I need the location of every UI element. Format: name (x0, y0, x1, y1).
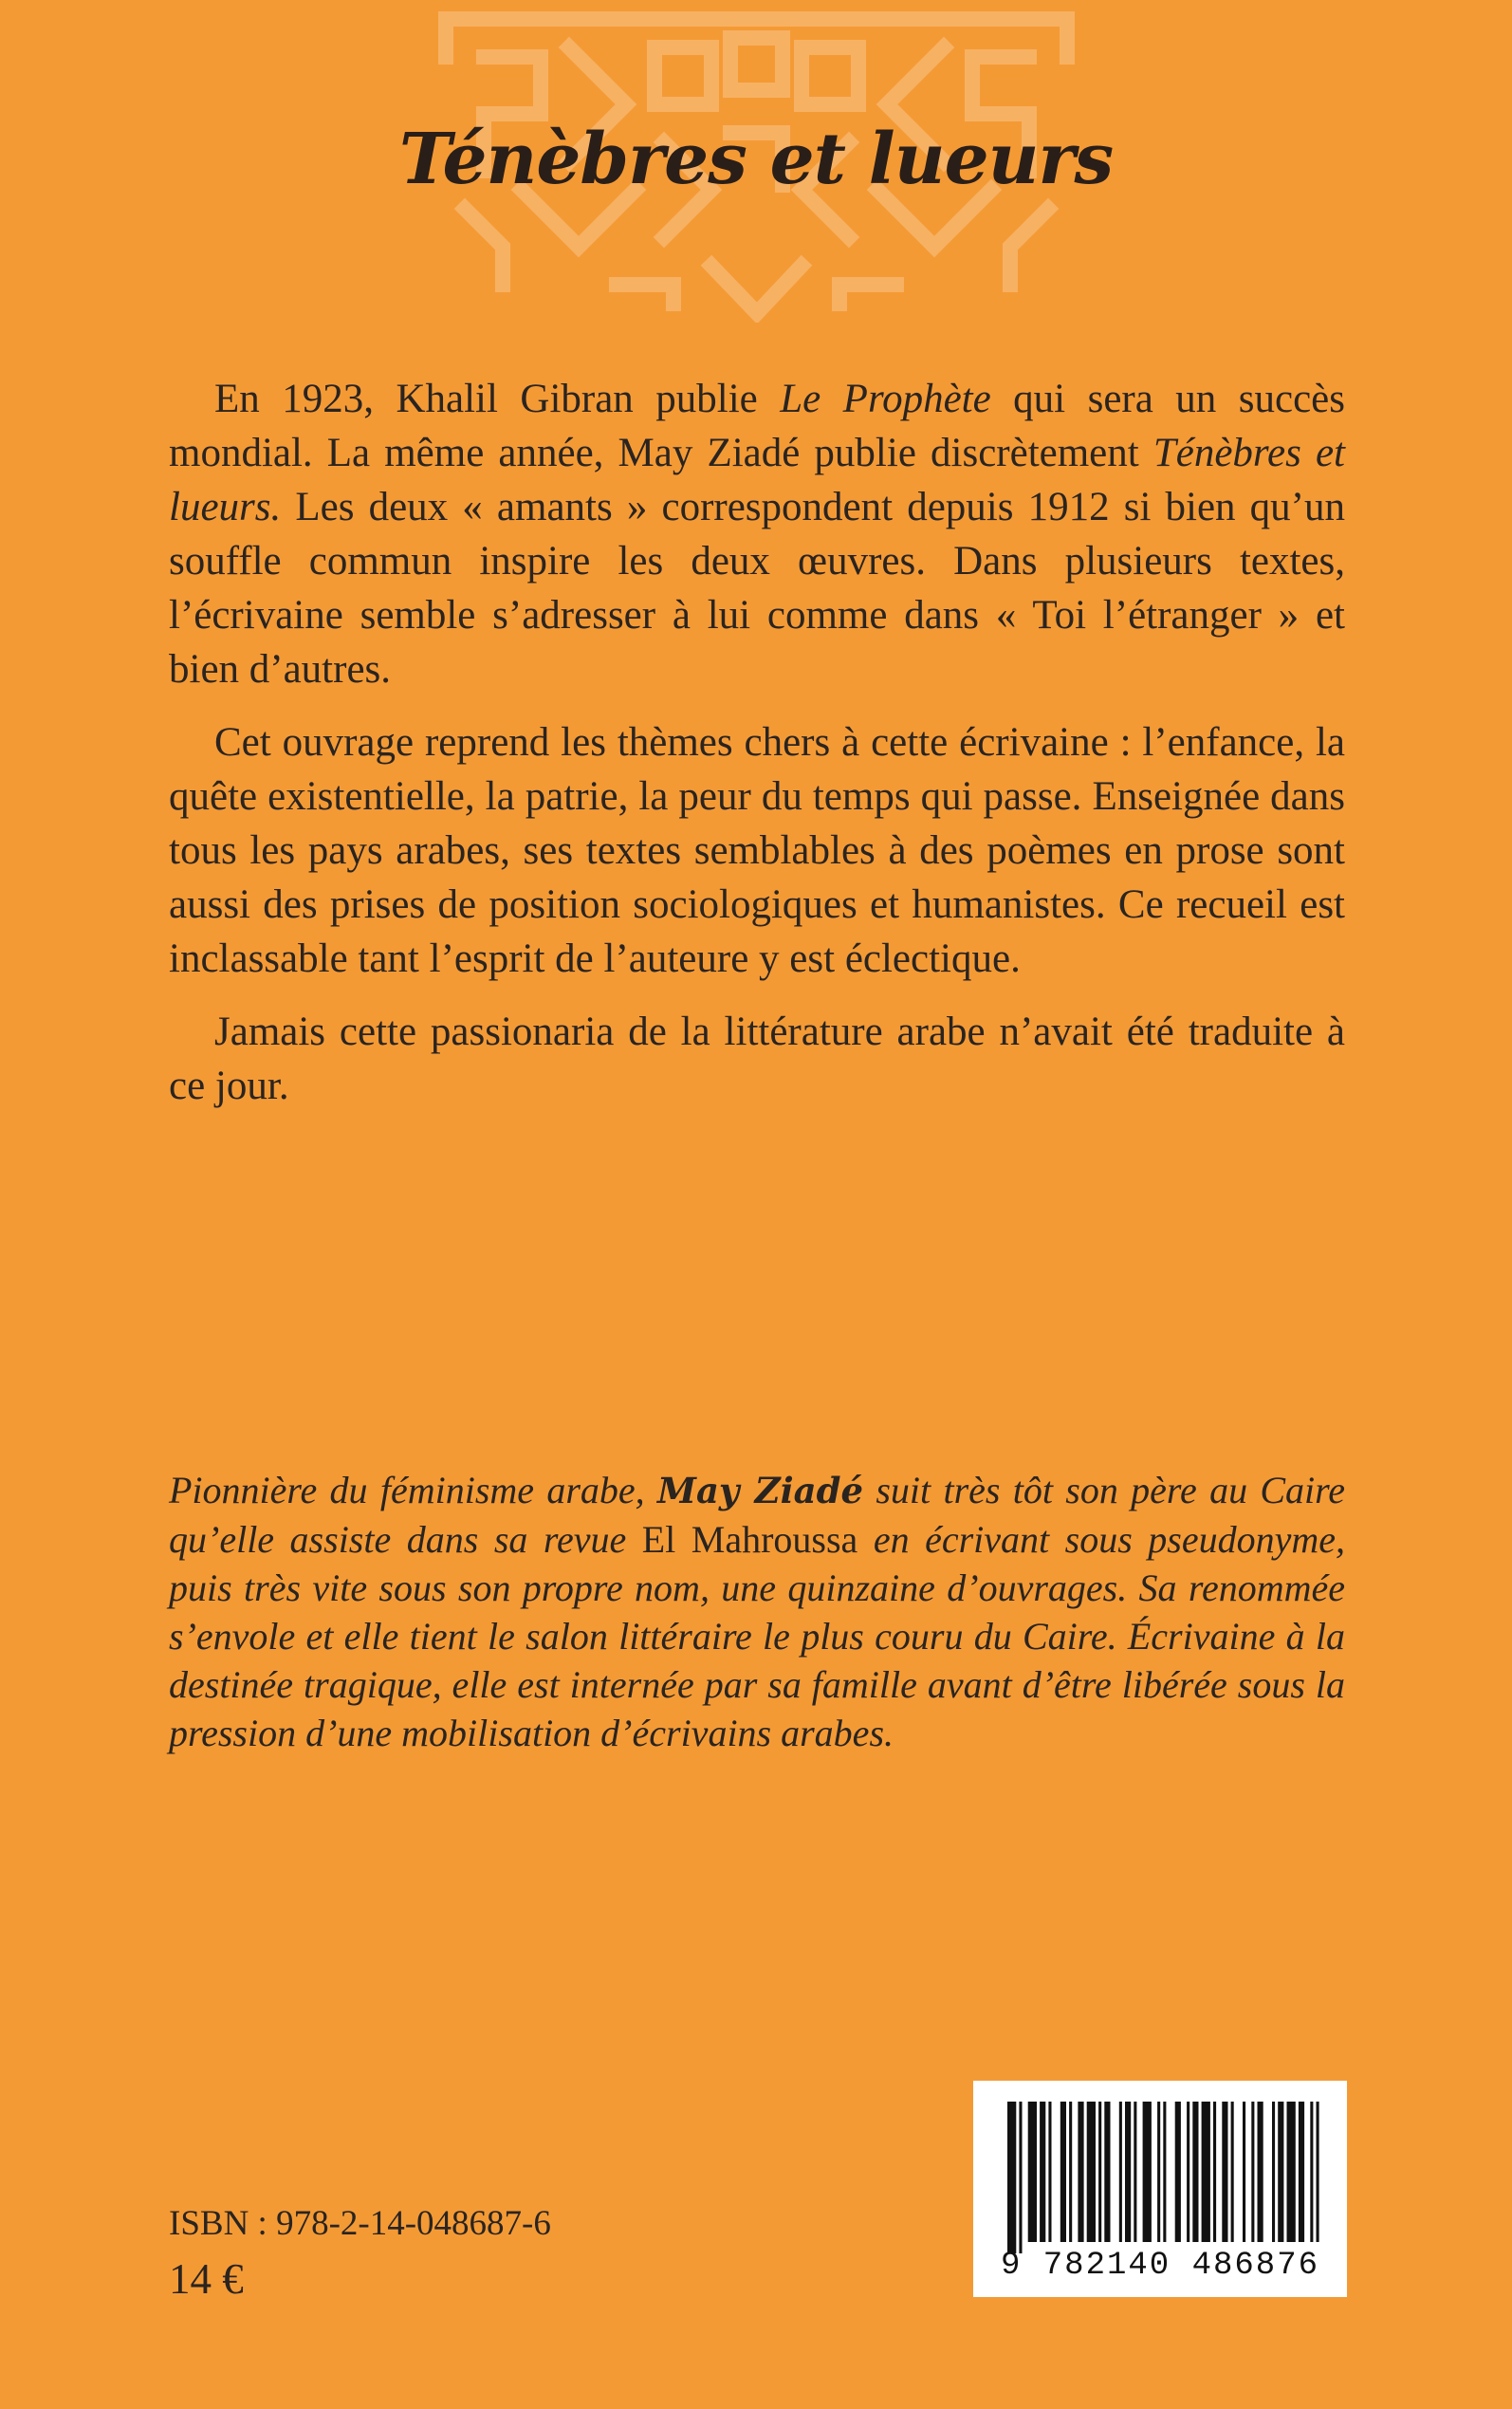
barcode-bar (1069, 2102, 1072, 2242)
barcode-bar (1163, 2102, 1166, 2242)
barcode-bar (1104, 2102, 1110, 2242)
barcode-bar (1272, 2102, 1275, 2242)
barcode-bar (1048, 2102, 1051, 2242)
description-paragraph-2: Cet ouvrage reprend les thèmes chers à cette écrivaine : l’enfance, la quête existentielle, la patrie, la peur du temps qui passe. Enseignée dans tous les pays arabes, ses textes semblables à des poèmes en prose sont aussi des prises de position sociologiques et humanistes. Ce recueil est inclassable tant l’esprit de l’auteure y est éclectique. (169, 720, 1345, 981)
barcode-bar (1317, 2102, 1319, 2242)
barcode-digits: 9 782140 486876 (1000, 2248, 1320, 2284)
barcode-bar (1125, 2102, 1131, 2242)
barcode-bar (1287, 2102, 1296, 2242)
description-paragraph-3: Jamais cette passionaria de la littérature arabe n’avait été traduite à ce jour. (169, 1010, 1345, 1108)
barcode-bar (1098, 2102, 1101, 2242)
barcode (973, 2081, 1347, 2297)
back-cover-description (169, 372, 1345, 1132)
barcode-bar (1028, 2102, 1037, 2242)
book-title: Ténèbres et lueurs (398, 119, 1114, 200)
barcode-bar (1007, 2102, 1016, 2253)
barcode-bar (1192, 2102, 1198, 2242)
isbn: ISBN : 978-2-14-048687-6 (169, 2204, 551, 2243)
barcode-bar (1087, 2102, 1096, 2242)
barcode-bar (1187, 2102, 1189, 2242)
barcode-bar (1202, 2102, 1210, 2242)
barcode-bar (1251, 2102, 1254, 2242)
barcode-bar (1134, 2102, 1136, 2242)
barcode-bar (1157, 2102, 1160, 2242)
barcode-bar (1078, 2102, 1083, 2242)
barcode-bar (1175, 2102, 1181, 2242)
barcode-bar (1143, 2102, 1152, 2242)
barcode-bar (1060, 2102, 1066, 2242)
barcode-bar (1310, 2102, 1313, 2242)
barcode-bar (1299, 2102, 1304, 2242)
barcode-bar (1019, 2102, 1022, 2253)
author-biography: Pionnière du féminisme arabe, May Ziadé suit très tôt son père au Caire qu’elle assiste dans sa revue El Mahroussa en écrivant sous pseudonyme, puis très vite sous son propre nom, une quinzaine d’ouvrages. Sa renommée s’envole et elle tient le salon littéraire le plus couru du Caire. Écrivaine à la destinée tragique, elle est internée par sa famille avant d’être libérée sous la pression d’une mobilisation d’écrivains arabes. (169, 1469, 1346, 1754)
barcode-bar (1119, 2102, 1122, 2242)
barcode-bar (1222, 2102, 1227, 2242)
price: 14 € (169, 2255, 244, 2303)
barcode-bar (1040, 2102, 1045, 2242)
barcode-bar (1231, 2102, 1234, 2242)
barcode-bar (1278, 2102, 1283, 2242)
barcode-bar (1243, 2102, 1245, 2242)
barcode-bar (1258, 2102, 1263, 2242)
description-paragraph-1: En 1923, Khalil Gibran publie Le Prophète qui sera un succès mondial. La même année, May Ziadé publie discrètement Ténèbres et lueurs. Les deux « amants » correspondent depuis 1912 si bien qu’un souffle commun inspire les deux œuvres. Dans plusieurs textes, l’écrivaine semble s’adresser à lui comme dans « Toi l’étranger » et bien d’autres. (169, 377, 1345, 692)
author-name: May Ziadé (656, 1470, 864, 1511)
barcode-bar (1213, 2102, 1216, 2242)
